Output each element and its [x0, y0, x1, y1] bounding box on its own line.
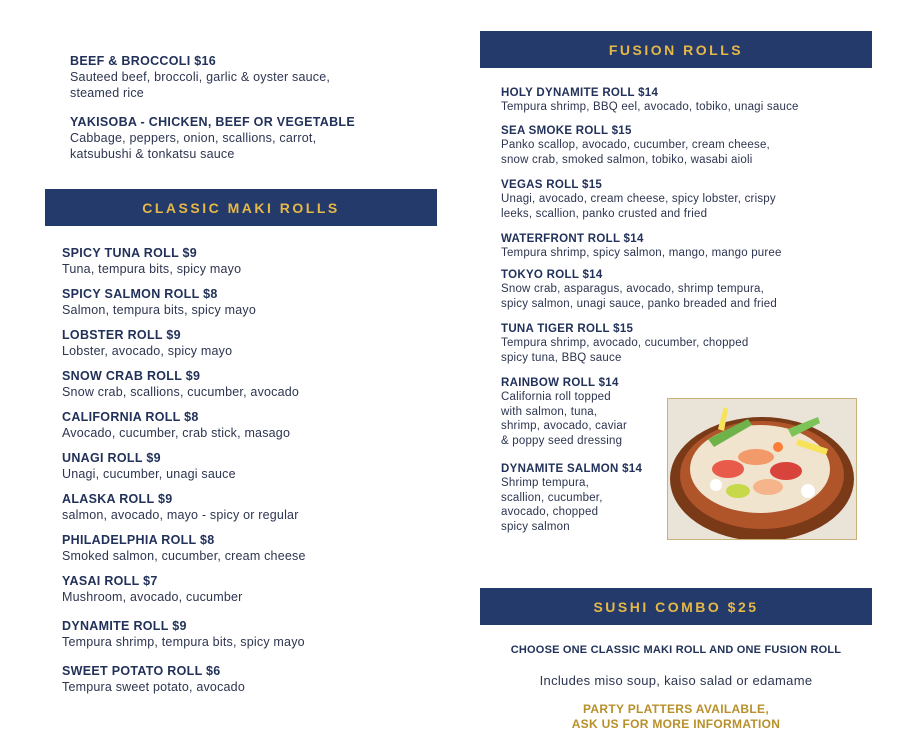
- item-desc: katsubushi & tonkatsu sauce: [70, 147, 235, 161]
- sushi-platter-photo: [667, 398, 857, 540]
- item-desc: Tempura shrimp, spicy salmon, mango, mango puree: [501, 247, 782, 259]
- combo-includes: Includes miso soup, kaiso salad or edamame: [539, 673, 813, 688]
- item-desc: Panko scallop, avocado, cucumber, cream cheese,: [501, 139, 770, 151]
- classic-maki-banner: [45, 189, 437, 226]
- item-name: SPICY SALMON ROLL $8: [62, 287, 218, 301]
- item-name: SEA SMOKE ROLL $15: [501, 125, 632, 137]
- item-desc: Lobster, avocado, spicy mayo: [62, 344, 233, 358]
- menu-item: [62, 410, 422, 441]
- item-name: SPICY TUNA ROLL $9: [62, 246, 198, 260]
- item-desc: Salmon, tempura bits, spicy mayo: [62, 303, 256, 317]
- item-name: BEEF & BROCCOLI $16: [70, 54, 217, 68]
- item-desc: snow crab, smoked salmon, tobiko, wasabi aioli: [501, 153, 753, 166]
- item-name: YAKISOBA - CHICKEN, BEEF OR VEGETABLE: [70, 115, 355, 129]
- menu-item: [62, 451, 422, 482]
- item-desc: salmon, avocado, mayo - spicy or regular: [62, 508, 299, 522]
- item-desc: Tempura sweet potato, avocado: [62, 680, 245, 694]
- item-desc: California roll topped: [501, 391, 611, 403]
- item-name: CALIFORNIA ROLL $8: [62, 410, 199, 424]
- item-name: TUNA TIGER ROLL $15: [501, 323, 634, 335]
- item-name: UNAGI ROLL $9: [62, 451, 161, 465]
- fusion-item: [501, 124, 861, 167]
- item-desc: Tuna, tempura bits, spicy mayo: [62, 262, 242, 276]
- menu-item: [62, 328, 422, 359]
- item-desc: avocado, chopped: [501, 506, 599, 518]
- item-desc: Sauteed beef, broccoli, garlic & oyster sauce,: [70, 70, 331, 84]
- menu-item: [62, 492, 422, 523]
- fusion-item: [501, 178, 861, 221]
- item-name: LOBSTER ROLL $9: [62, 328, 181, 342]
- item-desc: Tempura shrimp, BBQ eel, avocado, tobiko, unagi sauce: [501, 101, 799, 113]
- fusion-item: [501, 268, 861, 311]
- menu-item: [70, 115, 410, 162]
- sushi-combo-banner: [480, 588, 872, 625]
- item-name: TOKYO ROLL $14: [501, 269, 603, 281]
- item-name: SWEET POTATO ROLL $6: [62, 664, 221, 678]
- item-name: HOLY DYNAMITE ROLL $14: [501, 87, 659, 99]
- item-desc: Snow crab, asparagus, avocado, shrimp tempura,: [501, 283, 764, 295]
- item-desc: Avocado, cucumber, crab stick, masago: [62, 426, 291, 440]
- item-desc: Smoked salmon, cucumber, cream cheese: [62, 549, 306, 563]
- fusion-item: [501, 86, 861, 115]
- item-name: DYNAMITE ROLL $9: [62, 619, 187, 633]
- fusion-item: [501, 376, 661, 448]
- item-desc: Shrimp tempura,: [501, 477, 590, 489]
- item-desc: spicy salmon, unagi sauce, panko breaded and fried: [501, 297, 777, 310]
- fusion-item: [501, 322, 861, 365]
- item-desc: scallion, cucumber,: [501, 491, 603, 504]
- sushi-platter-illustration: [668, 399, 856, 539]
- item-desc: Tempura shrimp, tempura bits, spicy mayo: [62, 635, 305, 649]
- item-name: YASAI ROLL $7: [62, 574, 158, 588]
- fusion-item: [501, 462, 661, 534]
- item-desc: spicy tuna, BBQ sauce: [501, 351, 622, 364]
- item-desc: Unagi, cucumber, unagi sauce: [62, 467, 236, 481]
- item-desc: with salmon, tuna,: [501, 405, 598, 418]
- item-desc: Snow crab, scallions, cucumber, avocado: [62, 385, 300, 399]
- item-desc: Tempura shrimp, avocado, cucumber, chopped: [501, 337, 749, 349]
- item-desc: Cabbage, peppers, onion, scallions, carrot,: [70, 131, 317, 145]
- menu-item: [62, 664, 422, 695]
- classic-maki-title: CLASSIC MAKI ROLLS: [142, 199, 340, 216]
- party-platters-text: [480, 702, 872, 732]
- fusion-item: [501, 232, 861, 261]
- sushi-combo-title: SUSHI COMBO $25: [593, 598, 759, 615]
- item-name: PHILADELPHIA ROLL $8: [62, 533, 215, 547]
- item-desc: spicy salmon: [501, 520, 570, 533]
- item-name: DYNAMITE SALMON $14: [501, 463, 643, 475]
- menu-item: [70, 54, 410, 101]
- item-desc: shrimp, avocado, caviar: [501, 420, 628, 432]
- menu-item: [62, 574, 422, 605]
- item-desc: steamed rice: [70, 86, 144, 100]
- fusion-rolls-banner: [480, 31, 872, 68]
- fusion-rolls-title: FUSION ROLLS: [608, 41, 744, 58]
- combo-choose-text: [480, 644, 872, 656]
- item-desc: & poppy seed dressing: [501, 434, 623, 447]
- menu-item: [62, 369, 422, 400]
- menu-item: [62, 287, 422, 318]
- combo-choose: CHOOSE ONE CLASSIC MAKI ROLL AND ONE FUSION ROLL: [510, 644, 842, 656]
- classic-maki-list: [62, 246, 422, 705]
- item-desc: leeks, scallion, panko crusted and fried: [501, 207, 708, 220]
- item-name: RAINBOW ROLL $14: [501, 377, 619, 389]
- combo-includes-text: [480, 673, 872, 688]
- item-desc: Unagi, avocado, cream cheese, spicy lobster, crispy: [501, 193, 776, 205]
- item-name: SNOW CRAB ROLL $9: [62, 369, 201, 383]
- party-line-1: PARTY PLATTERS AVAILABLE,: [583, 702, 769, 716]
- item-name: ALASKA ROLL $9: [62, 492, 173, 506]
- item-name: VEGAS ROLL $15: [501, 179, 603, 191]
- item-name: WATERFRONT ROLL $14: [501, 233, 644, 245]
- item-desc: Mushroom, avocado, cucumber: [62, 590, 243, 604]
- left-top-items: [70, 54, 410, 172]
- menu-item: [62, 533, 422, 564]
- menu-item: [62, 619, 422, 650]
- menu-item: [62, 246, 422, 277]
- party-line-2: ASK US FOR MORE INFORMATION: [571, 717, 781, 731]
